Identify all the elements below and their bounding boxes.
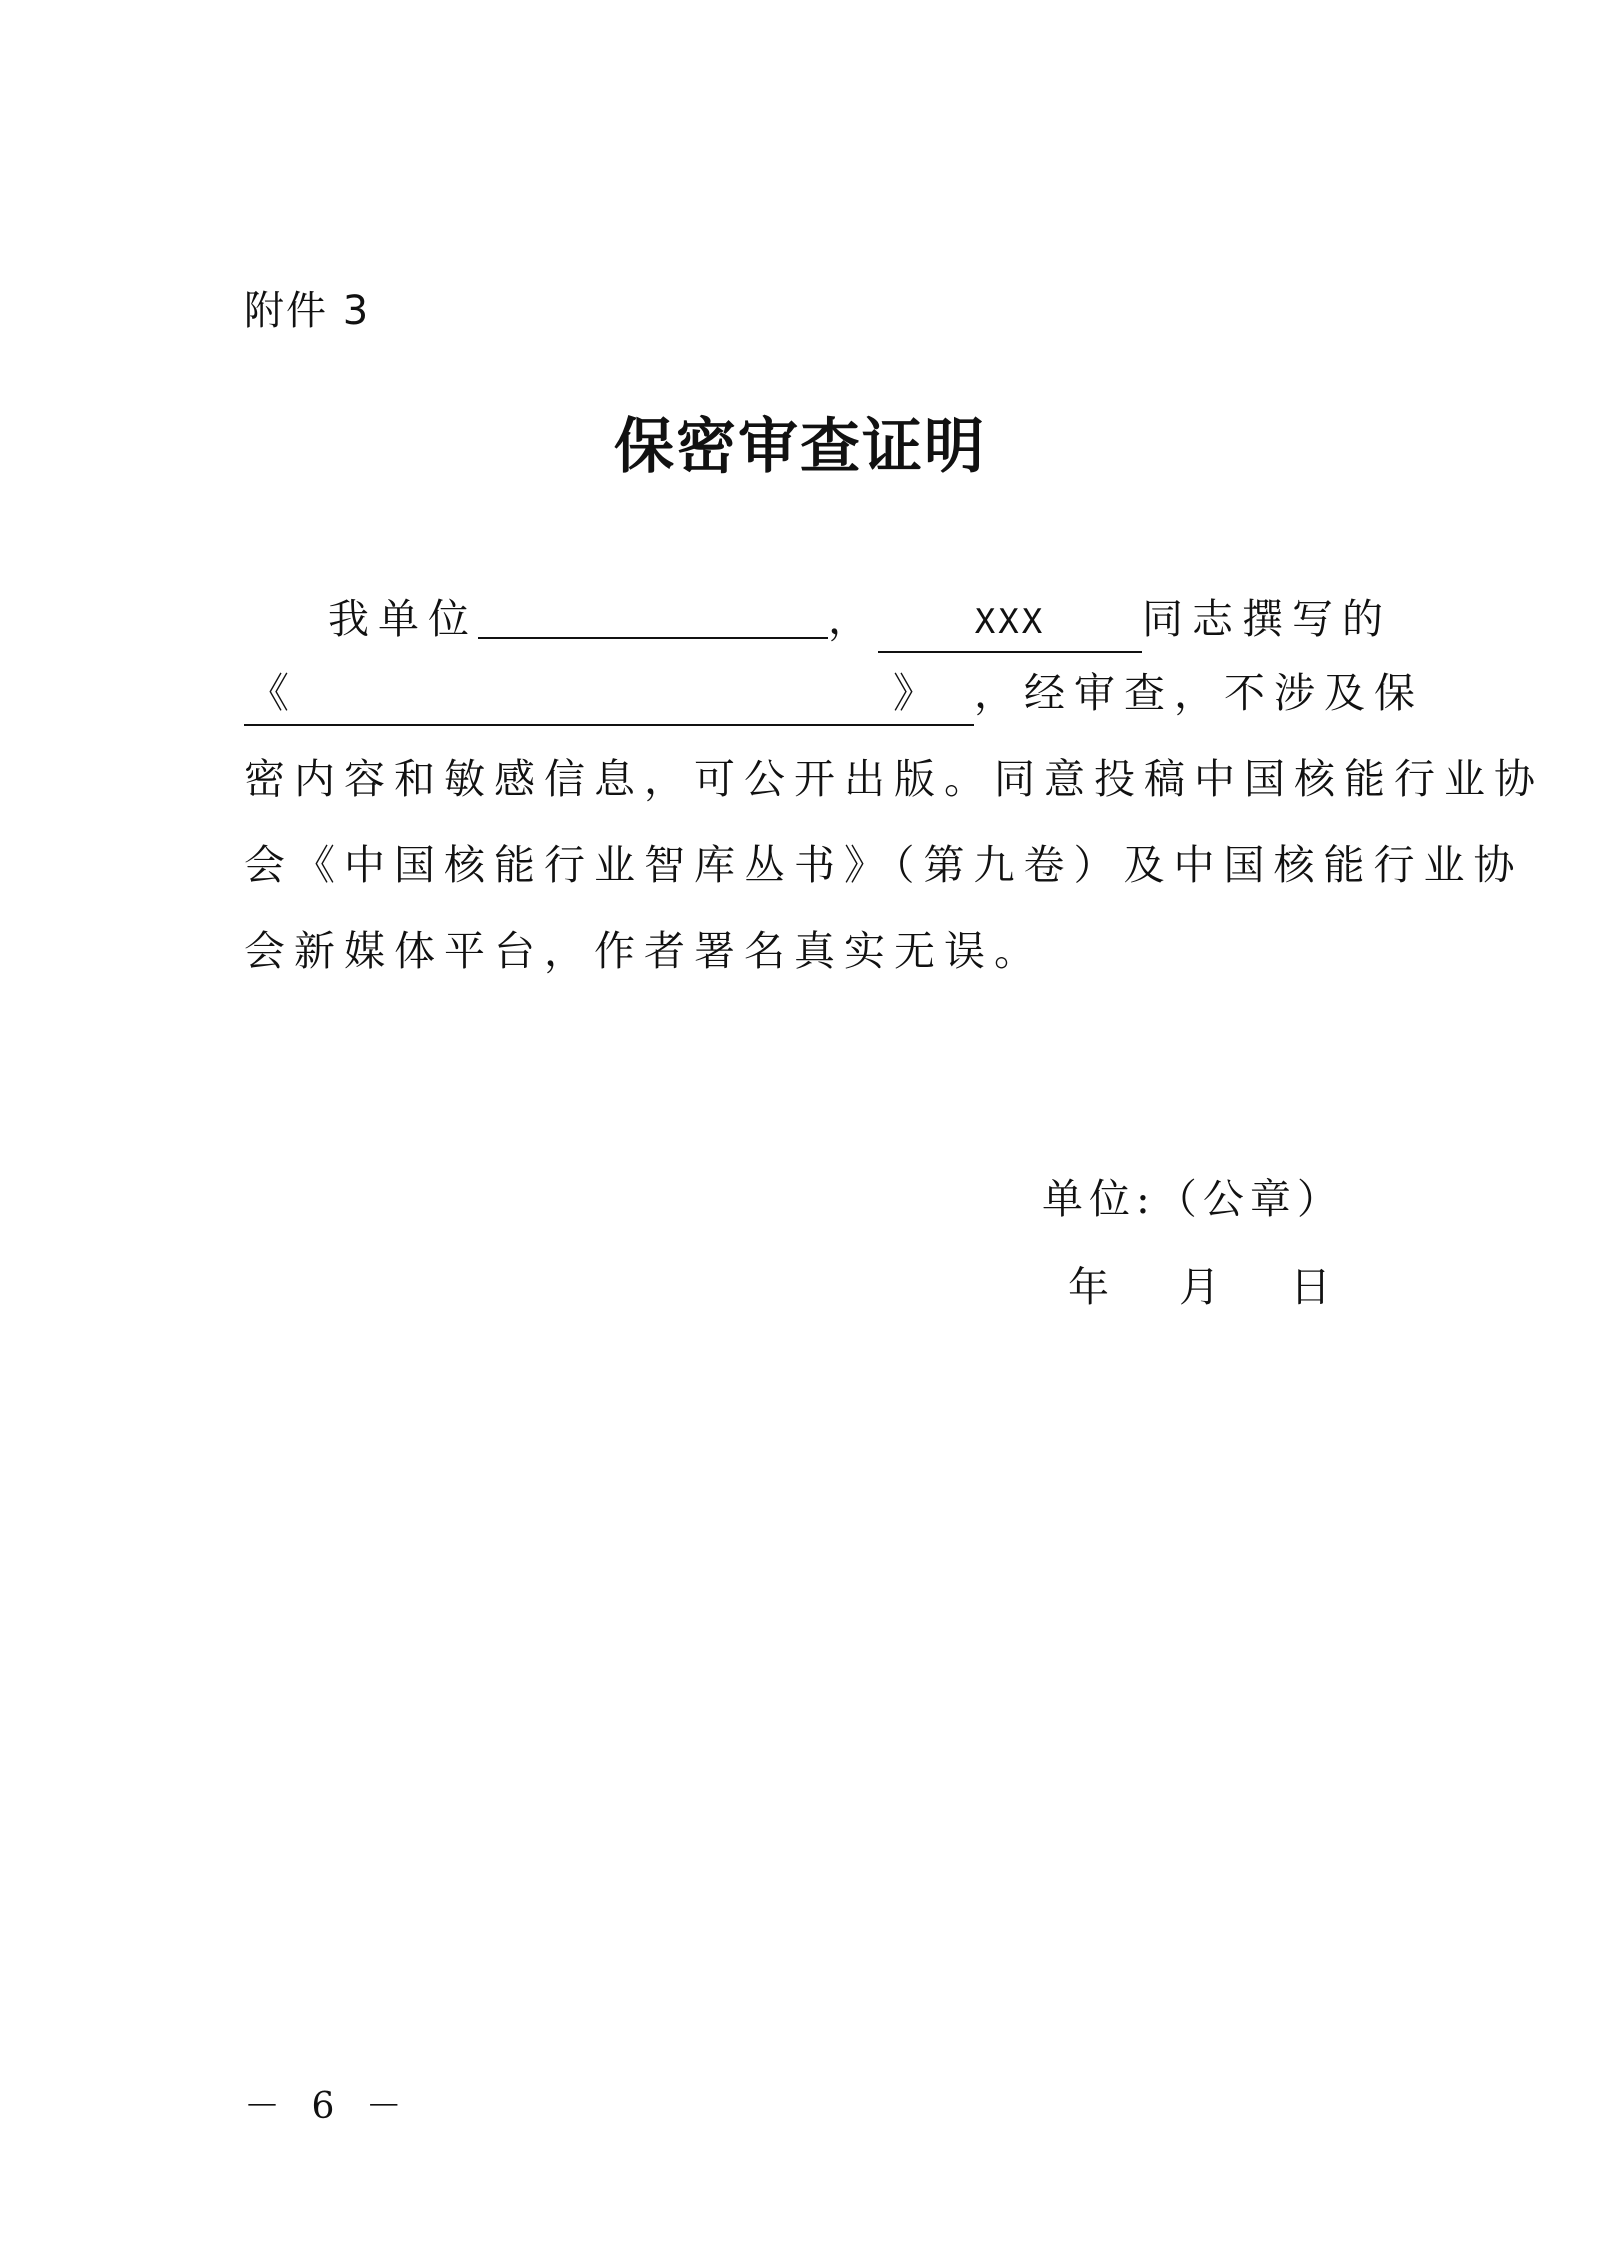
- unit-name-blank[interactable]: [478, 591, 828, 639]
- document-title: 保密审查证明: [614, 412, 986, 482]
- book-close-mark: 》: [893, 669, 934, 717]
- signature-date: [1068, 1262, 1331, 1312]
- body-line-4: 会《中国核能行业智库丛书》（第九卷）及中国核能行业协: [244, 841, 1524, 889]
- body-line-2: [244, 668, 1424, 720]
- page-number: － 6 －: [244, 2086, 412, 2127]
- book-title-blank[interactable]: [244, 669, 974, 726]
- comma-text: ，: [828, 595, 878, 643]
- attachment-label: 附件 3: [244, 288, 371, 334]
- date-year-label: 年: [1068, 1263, 1109, 1311]
- review-result-text: ，经审查，不涉及保: [974, 669, 1424, 717]
- body-line-5: 会新媒体平台，作者署名真实无误。: [244, 927, 1044, 975]
- unit-prefix-text: 我单位: [328, 595, 478, 643]
- signature-unit-seal: 单位:（公章）: [1042, 1175, 1344, 1223]
- date-month-label: 月: [1179, 1263, 1220, 1311]
- body-line-3: 密内容和敏感信息，可公开出版。同意投稿中国核能行业协: [244, 755, 1544, 803]
- body-line-1: [244, 585, 1392, 647]
- author-name-value: XXX: [974, 602, 1046, 642]
- book-open-mark: 《: [248, 669, 289, 717]
- author-suffix-text: 同志撰写的: [1142, 595, 1392, 643]
- author-name-blank[interactable]: [878, 602, 1142, 653]
- date-day-label: 日: [1290, 1263, 1331, 1311]
